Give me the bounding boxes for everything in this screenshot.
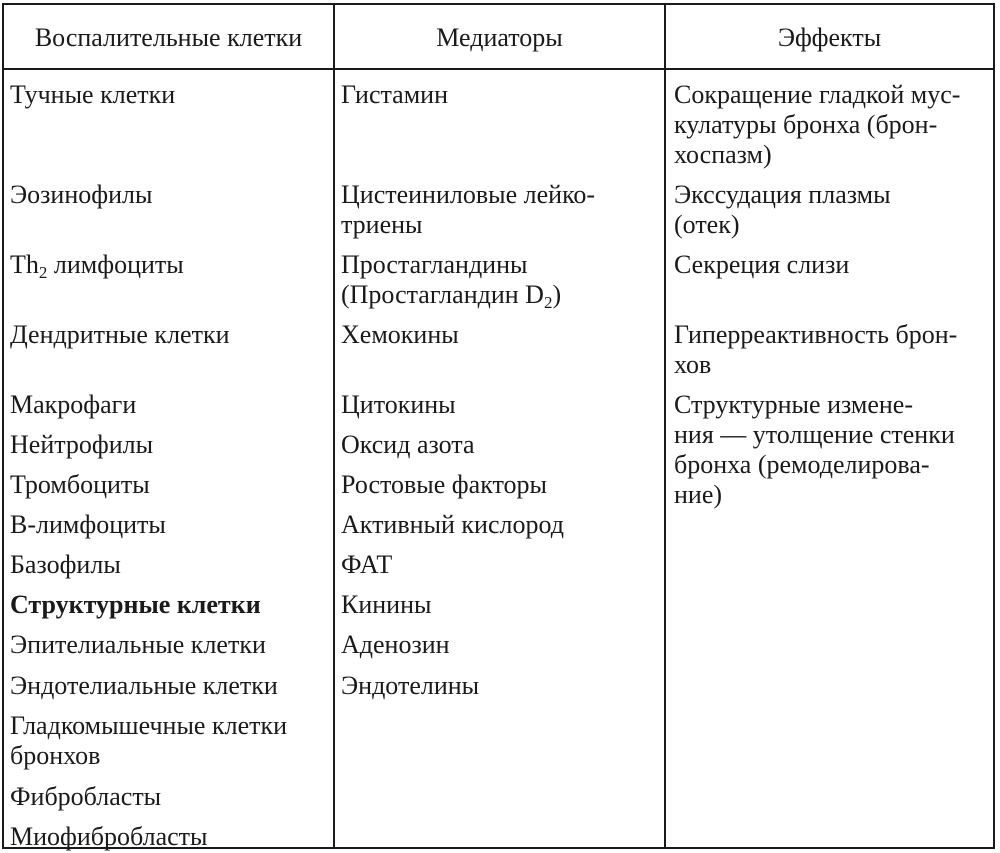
cell-mast: Тучные клетки — [10, 80, 176, 109]
mediator-pgd2-suffix: ) — [552, 280, 562, 309]
cell-th2-subscript: 2 — [38, 263, 48, 282]
cell-th2-suffix: лимфоциты — [47, 250, 184, 279]
mediator-growth-factors: Ростовые факторы — [341, 470, 547, 499]
mediator-chemokines: Хемокины — [341, 320, 459, 349]
effect-bronchospasm-line2: кулатуры бронха (брон- — [674, 110, 938, 139]
cell-endothelial: Эндотелиальные клетки — [10, 671, 278, 700]
cell-myofibroblasts: Миофибробласты — [10, 822, 208, 851]
effect-exudation-line1: Экссудация плазмы — [674, 180, 891, 209]
mediator-cytokines: Цитокины — [341, 390, 456, 419]
cell-neutrophils: Нейтрофилы — [10, 430, 154, 459]
mediator-pgd2-prefix: (Простагландин D — [341, 280, 544, 309]
mediator-adenosine: Аденозин — [341, 630, 450, 659]
effect-remodeling-line4: ние) — [674, 480, 723, 509]
cell-basophils: Базофилы — [10, 550, 121, 579]
cell-platelets: Тромбоциты — [10, 470, 150, 499]
effect-bronchospasm-line1: Сокращение гладкой мус- — [674, 80, 961, 109]
mediator-histamine: Гистамин — [341, 80, 448, 109]
column-divider-2 — [664, 3, 666, 849]
effect-remodeling-line2: ния — утолщение стенки — [674, 420, 955, 449]
cell-eosinophils: Эозинофилы — [10, 180, 153, 209]
mediator-active-oxygen: Активный кислород — [341, 510, 564, 539]
effect-hyperreactivity-line1: Гиперреактивность брон- — [674, 320, 958, 349]
mediator-prostaglandins-line2 — [341, 280, 561, 310]
header-mediators: Медиаторы — [436, 23, 563, 52]
effect-remodeling-line1: Структурные измене- — [674, 390, 913, 419]
mediator-cysleukotrienes-line2: триены — [341, 210, 423, 239]
cell-macrophages: Макрофаги — [10, 390, 137, 419]
mediator-cysleukotrienes-line1: Цистеиниловые лейко- — [341, 180, 596, 209]
cell-th2-lymphocytes — [10, 250, 184, 280]
cell-epithelial: Эпителиальные клетки — [10, 630, 266, 659]
mediator-prostaglandins-line1: Простагландины — [341, 250, 528, 279]
column-divider-1 — [333, 3, 335, 849]
mediator-kinins: Кинины — [341, 590, 432, 619]
effect-bronchospasm-line3: хоспазм) — [674, 140, 772, 169]
effect-exudation-line2: (отек) — [674, 210, 740, 239]
header-effects: Эффекты — [777, 23, 882, 52]
effect-mucus-secretion: Секреция слизи — [674, 250, 850, 279]
effect-remodeling-line3: бронха (ремоделирова- — [674, 450, 930, 479]
cell-smooth-muscle-line2: бронхов — [10, 741, 101, 770]
mediator-paf: ФАТ — [341, 550, 393, 579]
cell-fibroblasts: Фибробласты — [10, 782, 162, 811]
mediator-pgd2-subscript: 2 — [543, 293, 553, 312]
mediator-endothelins: Эндотелины — [341, 671, 480, 700]
header-inflammatory-cells: Воспалительные клетки — [34, 23, 303, 52]
cell-b-lymphocytes: В-лимфоциты — [10, 510, 166, 539]
effect-hyperreactivity-line2: хов — [674, 350, 712, 379]
cell-dendritic: Дендритные клетки — [10, 320, 230, 349]
cell-structural-header: Структурные клетки — [10, 590, 261, 619]
cell-th2-prefix: Th — [10, 250, 39, 279]
mediator-nitric-oxide: Оксид азота — [341, 430, 475, 459]
cell-smooth-muscle-line1: Гладкомышечные клетки — [10, 711, 288, 740]
header-divider — [2, 68, 995, 70]
